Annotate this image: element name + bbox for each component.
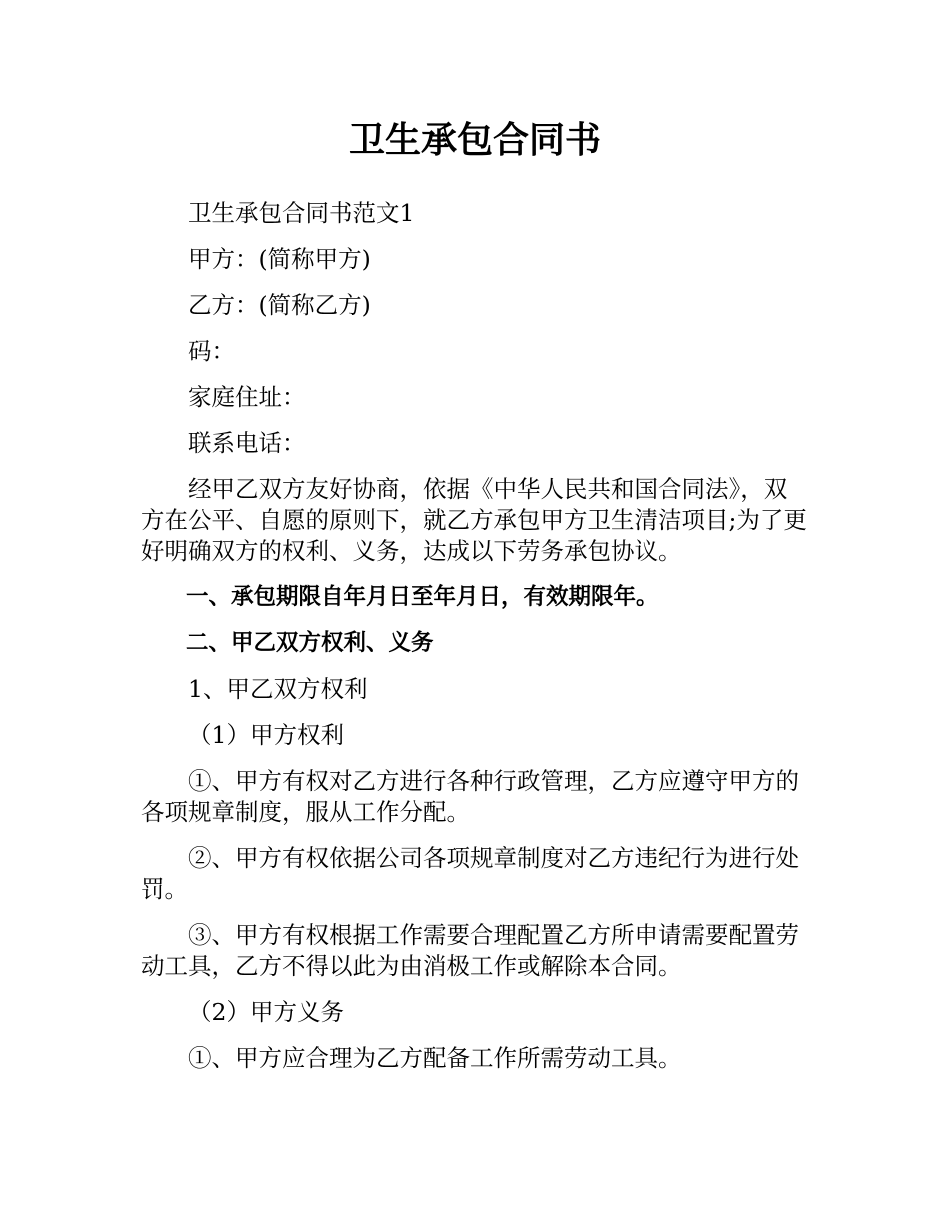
paragraph: ③、甲方有权根据工作需要合理配置乙方所申请需要配置劳动工具，乙方不得以此为由消极工作或解除本合同。: [141, 921, 799, 980]
paragraph: 乙方：(简称乙方): [188, 291, 371, 319]
paragraph: ①、甲方应合理为乙方配备工作所需劳动工具。: [188, 1044, 682, 1072]
paragraph: 码：: [188, 337, 235, 365]
document-body: [141, 198, 809, 1089]
paragraph: 1、甲乙双方权利: [188, 675, 368, 703]
paragraph: 家庭住址：: [188, 383, 306, 411]
paragraph: 卫生承包合同书范文1: [188, 199, 415, 227]
paragraph: ②、甲方有权依据公司各项规章制度对乙方违纪行为进行处罚。: [141, 844, 799, 903]
section-heading: 二、甲乙双方权利、义务: [186, 630, 434, 656]
paragraph: 甲方：(简称甲方): [188, 245, 371, 273]
section-heading: 一、承包期限自年月日至年月日，有效期限年。: [186, 584, 659, 610]
paragraph: 联系电话：: [188, 429, 306, 457]
paragraph: （2）甲方义务: [188, 998, 344, 1026]
document-title: 卫生承包合同书: [348, 120, 601, 161]
paragraph: ①、甲方有权对乙方进行各种行政管理，乙方应遵守甲方的各项规章制度，服从工作分配。: [141, 767, 799, 826]
paragraph: 经甲乙双方友好协商，依据《中华人民共和国合同法》，双方在公平、自愿的原则下，就乙方承包甲方卫生清洁项目;为了更好明确双方的权利、义务，达成以下劳务承包协议。: [141, 475, 807, 565]
paragraph: （1）甲方权利: [188, 721, 344, 749]
